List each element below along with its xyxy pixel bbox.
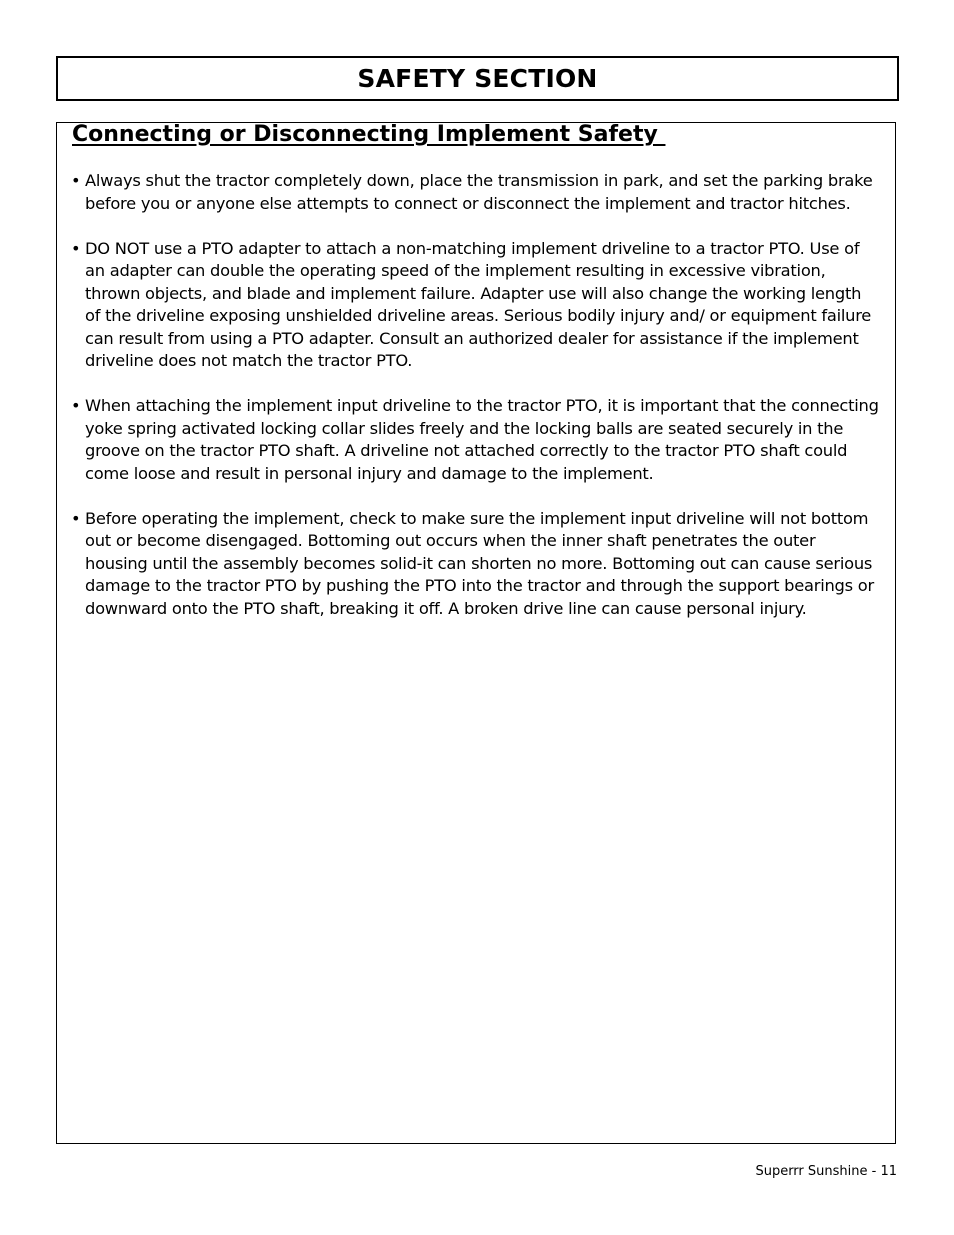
list-item [71, 238, 879, 373]
list-item [71, 508, 879, 621]
subsection-title: Connecting or Disconnecting Implement Safety [72, 122, 666, 147]
bullet-icon: • [71, 171, 81, 190]
bullet-icon: • [71, 238, 81, 258]
page-footer: Superrr Sunshine - 11 [755, 1164, 897, 1179]
bullet-text: DO NOT use a PTO adapter to attach a non-matching implement driveline to a tractor PTO. Use of an adapter can double the operating speed of the implement resulting in excessive vibration, thrown objects, and blade and implement failure. Adapter use will also change the working length of the driveline exposing unshielded driveline areas. Serious bodily injury and/ or equipment failure can result from using a PTO adapter. Consult an authorized dealer for assistance if the implement driveline does not match the tractor PTO. [85, 238, 872, 370]
bullet-text: Always shut the tractor completely down, place the transmission in park, and set the parking brake before you or anyone else attempts to connect or disconnect the implement and tractor hitches. [85, 171, 873, 213]
safety-bullet-list [71, 170, 879, 643]
page-title: SAFETY SECTION [357, 64, 598, 93]
content-box [56, 122, 896, 1144]
bullet-icon: • [71, 508, 81, 528]
bullet-text: Before operating the implement, check to make sure the implement input driveline will not bottom out or become disengaged. Bottoming out occurs when the inner shaft penetrates the outer housing until the assembly becomes solid-it can shorten no more. Bottoming out can cause serious damage to the tractor PTO by pushing the PTO into the tractor and through the support bearings or downward onto the PTO shaft, breaking it off. A broken drive line can cause personal injury. [85, 508, 874, 618]
bullet-text: When attaching the implement input driveline to the tractor PTO, it is important that the connecting yoke spring activated locking collar slides freely and the locking balls are seated securely in the groove on the tractor PTO shaft. A driveline not attached correctly to the tractor PTO shaft could come loose and result in personal injury and damage to the implement. [85, 396, 879, 483]
bullet-icon: • [71, 396, 81, 415]
section-header [56, 56, 899, 101]
list-item [71, 170, 879, 215]
list-item [71, 395, 879, 485]
